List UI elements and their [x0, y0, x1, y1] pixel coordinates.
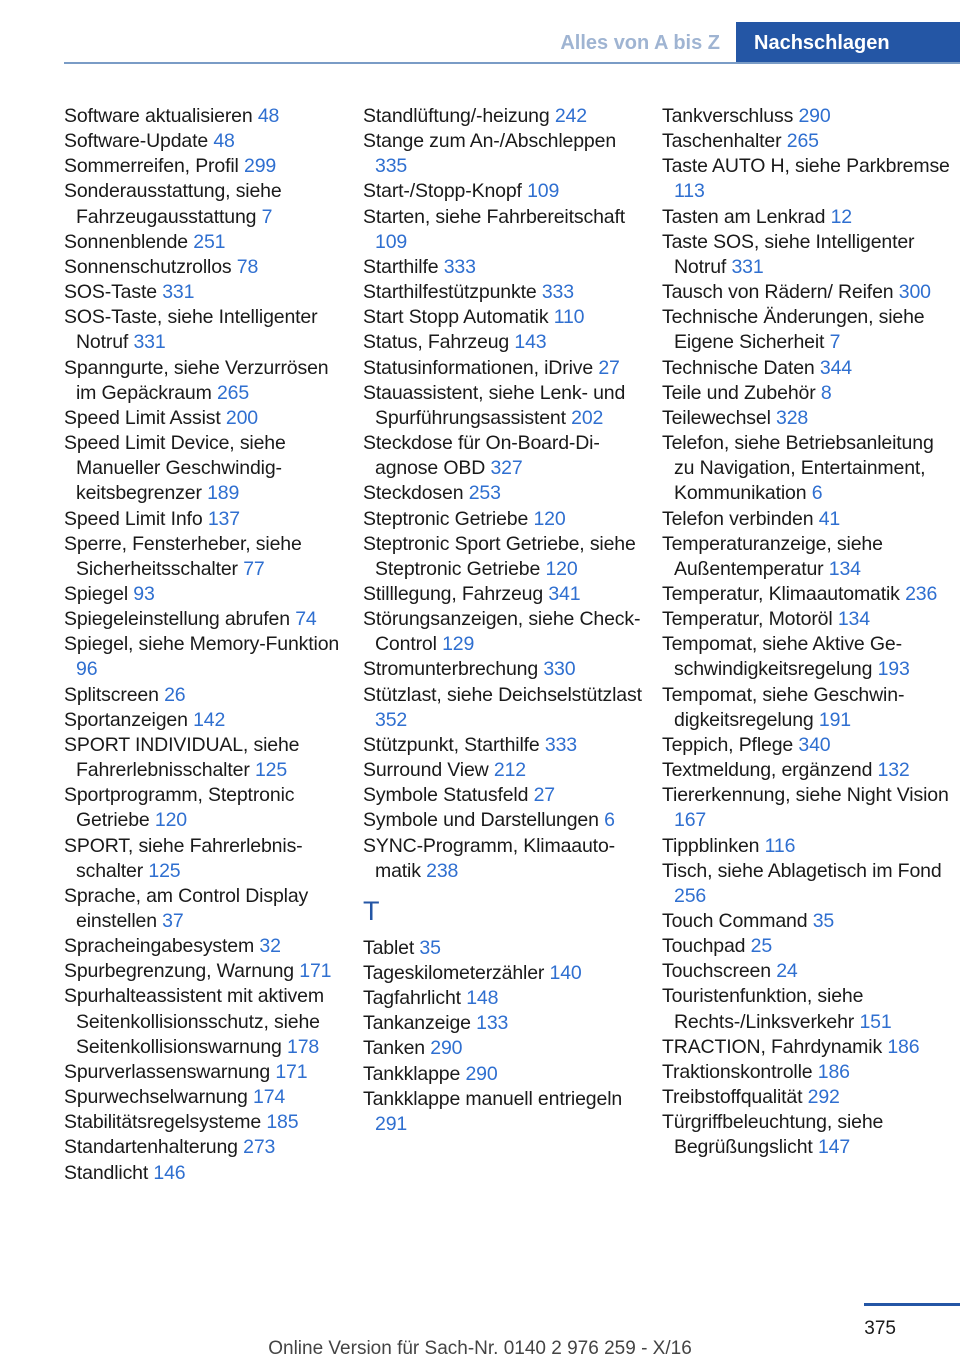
- index-entry: [662, 230, 952, 280]
- index-entry: [64, 129, 354, 154]
- index-entry: [363, 783, 653, 808]
- index-entry-term: Status, Fahrzeug: [363, 331, 510, 354]
- index-entry-term: Tippblinken: [662, 834, 760, 857]
- index-page-link[interactable]: 292: [807, 1086, 840, 1109]
- index-page-link[interactable]: 32: [259, 935, 281, 958]
- header-section-title: Alles von A bis Z: [560, 32, 720, 54]
- index-entry-term: Start Stopp Automatik: [363, 306, 549, 329]
- index-entry-term: Touchscreen: [662, 960, 771, 983]
- index-page-link[interactable]: 291: [375, 1112, 408, 1135]
- index-entry-term: Stilllegung, Fahrzeug: [363, 582, 544, 605]
- index-entry: [363, 657, 653, 682]
- index-entry: [64, 783, 354, 833]
- index-entry: [662, 104, 952, 129]
- index-page-link[interactable]: 109: [375, 230, 408, 253]
- index-entry-term: Tankklappe: [363, 1062, 461, 1085]
- index-entry-term: Temperatur, Klimaautomatik: [662, 582, 900, 605]
- index-column-3: [662, 104, 952, 1161]
- index-page-link[interactable]: 6: [604, 809, 615, 832]
- index-entry-term: Touch Command: [662, 910, 808, 932]
- index-entry: [662, 1060, 952, 1085]
- index-entry-term: Taste SOS, siehe Intelligenter Notruf: [662, 230, 915, 278]
- index-entry-term: Sportanzeigen: [64, 708, 188, 731]
- index-page-link[interactable]: 212: [493, 759, 526, 782]
- index-entry-term: Tankanzeige: [363, 1012, 471, 1035]
- index-entry-term: Stange zum An-/Abschleppen: [363, 130, 617, 153]
- index-entry: [363, 532, 653, 582]
- index-page-link[interactable]: 37: [162, 910, 184, 932]
- index-entry-term: Sonnenschutzrollos: [64, 255, 232, 278]
- index-page-link[interactable]: 290: [465, 1062, 498, 1085]
- index-column-1: [64, 104, 354, 1186]
- index-page-link[interactable]: 200: [225, 406, 258, 429]
- index-page-link[interactable]: 27: [533, 784, 555, 807]
- index-entry-term: Telefon verbinden: [662, 507, 814, 530]
- index-entry: [662, 129, 952, 154]
- index-page-link[interactable]: 132: [877, 759, 910, 782]
- index-page-link[interactable]: 93: [133, 582, 155, 605]
- index-entry-term: Spurverlassenswarnung: [64, 1060, 271, 1083]
- index-entry-term: Tankklappe manuell entriegeln: [363, 1087, 623, 1110]
- index-page-link[interactable]: 147: [817, 1136, 851, 1159]
- online-version-note: Online Version für Sach-Nr. 0140 2 976 259 - X/16: [268, 1338, 692, 1359]
- index-entry-term: Starten, siehe Fahrbereitschaft: [363, 205, 625, 228]
- index-entry-term: Spiegeleinstellung abrufen: [64, 608, 290, 631]
- index-entry-term: Tagfahrlicht: [363, 987, 461, 1010]
- index-entry: [662, 582, 952, 607]
- index-page-link[interactable]: 290: [430, 1037, 463, 1060]
- index-entry-term: Starthilfestützpunkte: [363, 281, 537, 304]
- index-entry: [363, 129, 653, 179]
- index-entry-term: Steckdosen: [363, 482, 464, 505]
- index-page-link[interactable]: 189: [207, 482, 240, 505]
- index-page-link[interactable]: 191: [818, 708, 851, 731]
- index-entry: [363, 733, 653, 758]
- index-entry-term: Spurhalteassistent mit aktivem Seitenkollisionsschutz, siehe Seitenkollisionswarnung: [64, 985, 324, 1058]
- index-page-link[interactable]: 120: [533, 507, 566, 530]
- index-entry-term: Touchpad: [662, 935, 746, 958]
- index-entry: [662, 783, 952, 833]
- index-page-link[interactable]: 193: [877, 658, 910, 681]
- index-entry: [64, 230, 354, 255]
- index-page-link[interactable]: 74: [295, 608, 317, 631]
- index-entry: [662, 758, 952, 783]
- index-entry: [363, 255, 653, 280]
- index-entry: [363, 936, 653, 961]
- header-tab: Nachschlagen: [736, 22, 960, 64]
- index-entry: [64, 1060, 354, 1085]
- index-entry-term: Speed Limit Assist: [64, 406, 221, 429]
- index-entry: [662, 1110, 952, 1160]
- index-page-link[interactable]: 330: [543, 658, 576, 681]
- index-entry: [64, 884, 354, 934]
- index-entry-term: Teile und Zubehör: [662, 381, 816, 404]
- index-entry-term: Steptronic Sport Getriebe, siehe Steptronic Getriebe: [363, 532, 636, 580]
- index-entry-term: Statusinformationen, iDrive: [363, 356, 594, 379]
- index-entry: [64, 708, 354, 733]
- index-entry: [363, 683, 653, 733]
- index-page-link[interactable]: 344: [819, 356, 852, 379]
- index-page-link[interactable]: 146: [153, 1161, 186, 1184]
- index-page-link[interactable]: 352: [375, 708, 408, 731]
- index-page-link[interactable]: 186: [817, 1060, 850, 1083]
- index-entry-term: Surround View: [363, 759, 489, 782]
- page-number: 375: [864, 1318, 896, 1339]
- index-entry-term: Standlüftung/-heizung: [363, 105, 550, 127]
- index-entry: [363, 280, 653, 305]
- index-column-2: [363, 104, 653, 1137]
- index-entry: [662, 959, 952, 984]
- index-entry: [363, 961, 653, 986]
- index-entry: [64, 280, 354, 305]
- index-entry: [64, 1161, 354, 1186]
- index-page-link[interactable]: 48: [257, 105, 280, 127]
- index-entry-term: Tausch von Rädern/ Reifen: [662, 281, 894, 304]
- index-entry: [662, 632, 952, 682]
- index-entry: [64, 959, 354, 984]
- index-page-link[interactable]: 238: [426, 859, 459, 882]
- index-entry: [363, 179, 653, 204]
- index-page-link[interactable]: 143: [514, 331, 547, 354]
- index-entry-term: Tempomat, siehe Aktive Geschwindigkeitsregelung: [662, 633, 903, 681]
- index-entry: [64, 305, 354, 355]
- index-entry-term: Sonderausstattung, siehe Fahrzeugausstattung: [64, 180, 282, 228]
- index-entry-term: Stützlast, siehe Deichselstützlast: [363, 683, 642, 706]
- index-entry: [662, 532, 952, 582]
- index-entry-term: Spracheingabesystem: [64, 935, 255, 958]
- index-entry: [662, 909, 952, 934]
- index-entry: [64, 683, 354, 708]
- index-entry-term: Taste AUTO H, siehe Parkbremse: [662, 155, 950, 178]
- index-entry: [363, 582, 653, 607]
- index-page-link[interactable]: 133: [476, 1012, 509, 1035]
- index-page-link[interactable]: 242: [554, 105, 587, 127]
- index-entry: [64, 255, 354, 280]
- index-page-link[interactable]: 120: [154, 809, 187, 832]
- index-entry: [662, 381, 952, 406]
- index-entry: [363, 330, 653, 355]
- index-page-link[interactable]: 8: [820, 381, 832, 404]
- footer-accent-rule: [864, 1303, 960, 1306]
- index-page-link[interactable]: 35: [812, 910, 835, 932]
- index-entry-term: Stauassistent, siehe Lenk- und Spurführungsassistent: [363, 381, 626, 429]
- index-entry-term: SYNC-Programm, Klimaautomatik: [363, 834, 616, 882]
- index-entry-term: Tiererkennung, siehe Night Vision: [662, 784, 949, 807]
- index-entry: [363, 1011, 653, 1036]
- index-page-link[interactable]: 341: [548, 582, 581, 605]
- index-entry-term: Symbole Statusfeld: [363, 784, 529, 807]
- index-page-link[interactable]: 327: [490, 457, 523, 480]
- index-page-link[interactable]: 335: [375, 155, 408, 178]
- index-entry-term: Taschenhalter: [662, 130, 782, 153]
- index-entry-term: Sonnenblende: [64, 230, 188, 253]
- index-entry-term: Standartenhalterung: [64, 1136, 238, 1159]
- index-page-link[interactable]: 178: [287, 1035, 320, 1058]
- index-page-link[interactable]: 256: [674, 884, 707, 907]
- index-page-link[interactable]: 7: [261, 205, 273, 228]
- index-entry-term: Textmeldung, ergänzend: [662, 759, 873, 782]
- index-entry-term: Tankverschluss: [662, 105, 794, 127]
- index-entry: [363, 104, 653, 129]
- index-entry: [64, 532, 354, 582]
- index-page-link[interactable]: 265: [786, 130, 819, 153]
- index-page-link[interactable]: 96: [76, 658, 98, 681]
- index-entry-term: Starthilfe: [363, 255, 439, 278]
- index-entry: [662, 205, 952, 230]
- index-entry: [363, 1062, 653, 1087]
- index-entry-term: Temperatur, Motoröl: [662, 608, 833, 631]
- index-page-link[interactable]: 340: [798, 733, 831, 756]
- index-entry: [363, 1087, 653, 1137]
- index-page-link[interactable]: 26: [164, 683, 186, 706]
- index-page-link[interactable]: 167: [674, 809, 707, 832]
- index-entry: [64, 934, 354, 959]
- index-page-link[interactable]: 202: [571, 406, 604, 429]
- index-entry-term: Software aktualisieren: [64, 105, 253, 127]
- index-entry-term: Spiegel: [64, 582, 129, 605]
- index-page-link[interactable]: 24: [776, 960, 798, 983]
- index-entry: [64, 1085, 354, 1110]
- index-entry: [662, 280, 952, 305]
- index-page-link[interactable]: 148: [466, 987, 499, 1010]
- index-page-link[interactable]: 328: [776, 406, 809, 429]
- index-entry: [64, 582, 354, 607]
- index-entry: [363, 431, 653, 481]
- index-entry: [64, 607, 354, 632]
- index-entry-term: Speed Limit Info: [64, 507, 203, 530]
- index-entry-term: Spurbegrenzung, Warnung: [64, 960, 294, 983]
- index-page-link[interactable]: 78: [236, 255, 259, 278]
- index-entry-term: Teppich, Pflege: [662, 733, 794, 756]
- index-page-link[interactable]: 333: [443, 255, 476, 278]
- index-entry: [64, 154, 354, 179]
- index-entry-term: Tanken: [363, 1037, 425, 1060]
- index-entry: [662, 1035, 952, 1060]
- index-entry: [64, 431, 354, 506]
- index-entry: [363, 356, 653, 381]
- index-entry-term: Telefon, siehe Betriebsanleitung zu Navigation, Entertainment, Kommunikation: [662, 432, 934, 505]
- index-letter-heading: T: [363, 895, 380, 926]
- index-page-link[interactable]: 25: [750, 935, 773, 958]
- index-entry: [363, 986, 653, 1011]
- index-page-link[interactable]: 6: [811, 482, 823, 505]
- index-entry-term: Tageskilometerzähler: [363, 962, 545, 984]
- index-page-link[interactable]: 110: [553, 306, 585, 329]
- index-page-link[interactable]: 109: [527, 180, 560, 203]
- index-page-link[interactable]: 12: [830, 205, 852, 228]
- index-entry: [662, 934, 952, 959]
- index-page-link[interactable]: 35: [419, 936, 441, 959]
- index-entry-term: Touristenfunktion, siehe Rechts-/Linksverkehr: [662, 985, 864, 1033]
- index-page-link[interactable]: 331: [731, 255, 764, 278]
- index-entry-term: Teilewechsel: [662, 406, 771, 429]
- index-entry: [64, 179, 354, 229]
- index-entry: [662, 984, 952, 1034]
- index-entry-term: Tempomat, siehe Geschwindigkeitsregelung: [662, 683, 905, 731]
- index-entry: [662, 305, 952, 355]
- index-page-link[interactable]: 174: [253, 1086, 286, 1109]
- index-page-link[interactable]: 134: [828, 557, 861, 580]
- index-page-link[interactable]: 333: [541, 281, 574, 304]
- index-page-link[interactable]: 41: [818, 507, 841, 530]
- index-page-link[interactable]: 116: [764, 834, 796, 857]
- index-entry: [662, 406, 952, 431]
- index-entry-term: Spanngurte, siehe Verzurrösen im Gepäckraum: [64, 356, 329, 404]
- index-entry: [662, 607, 952, 632]
- index-entry: [64, 507, 354, 532]
- index-page-link[interactable]: 253: [468, 482, 501, 505]
- index-entry: [662, 154, 952, 204]
- index-entry: [64, 834, 354, 884]
- index-page-link[interactable]: 113: [674, 180, 705, 203]
- index-page-link[interactable]: 27: [598, 356, 620, 379]
- index-entry: [662, 733, 952, 758]
- header-rule: [64, 62, 960, 64]
- index-entry-term: Stützpunkt, Starthilfe: [363, 733, 540, 756]
- index-page-link[interactable]: 7: [829, 331, 841, 354]
- index-entry: [64, 1110, 354, 1135]
- index-entry-term: Symbole und Darstellungen: [363, 809, 599, 832]
- index-page-link[interactable]: 290: [798, 105, 831, 127]
- index-page-link[interactable]: 125: [254, 759, 288, 782]
- index-entry-term: Sommerreifen, Profil: [64, 155, 239, 178]
- index-page-link[interactable]: 129: [442, 633, 475, 656]
- index-entry: [662, 356, 952, 381]
- index-page-link[interactable]: 125: [148, 859, 181, 882]
- index-entry-term: Spiegel, siehe Memory-Funktion: [64, 633, 340, 656]
- index-entry-term: TRACTION, Fahrdynamik: [662, 1035, 883, 1058]
- index-entry-term: Technische Änderungen, siehe Eigene Sicherheit: [662, 306, 925, 354]
- index-entry-term: Störungsanzeigen, siehe Check-Control: [363, 608, 641, 656]
- index-page-link[interactable]: 171: [299, 960, 332, 983]
- index-entry-term: Standlicht: [64, 1161, 149, 1184]
- index-entry-term: Tablet: [363, 936, 415, 959]
- index-page-link[interactable]: 151: [859, 1010, 892, 1033]
- index-entry-term: SOS-Taste, siehe Intelligenter Notruf: [64, 306, 318, 354]
- index-entry-term: SPORT, siehe Fahrerlebnisschalter: [64, 834, 303, 882]
- index-entry: [662, 834, 952, 859]
- index-entry: [662, 1085, 952, 1110]
- index-entry-term: SOS-Taste: [64, 281, 157, 304]
- index-entry: [363, 205, 653, 255]
- index-entry-term: Temperaturanzeige, siehe Außentemperatur: [662, 532, 883, 580]
- index-entry: [64, 733, 354, 783]
- index-page-link[interactable]: 142: [193, 708, 226, 731]
- index-page-link[interactable]: 140: [549, 962, 582, 984]
- index-entry-term: Tisch, siehe Ablagetisch im Fond: [662, 859, 942, 882]
- index-entry: [363, 834, 653, 884]
- index-entry: [363, 381, 653, 431]
- index-entry: [64, 632, 354, 682]
- index-entry-term: Stromunterbrechung: [363, 658, 539, 681]
- index-entry: [64, 406, 354, 431]
- index-entry-term: Tasten am Lenkrad: [662, 205, 826, 228]
- index-page-link[interactable]: 186: [887, 1035, 920, 1058]
- index-entry-term: Technische Daten: [662, 356, 815, 379]
- index-entry: [662, 859, 952, 909]
- index-entry-term: SPORT INDIVIDUAL, siehe Fahrerlebnisschalter: [64, 733, 300, 782]
- index-page-link[interactable]: 273: [243, 1136, 276, 1159]
- index-page-link[interactable]: 134: [837, 608, 870, 631]
- index-page-link[interactable]: 185: [266, 1111, 299, 1134]
- index-entry-term: Steckdose für On-Board-Diagnose OBD: [363, 432, 600, 480]
- index-entry: [64, 984, 354, 1059]
- index-entry: [64, 1135, 354, 1160]
- index-entry: [363, 1036, 653, 1061]
- index-entry: [363, 758, 653, 783]
- index-entry-term: Steptronic Getriebe: [363, 507, 529, 530]
- index-entry-term: Sperre, Fensterheber, siehe Sicherheitsschalter: [64, 532, 302, 580]
- index-page-link[interactable]: 331: [162, 281, 195, 304]
- index-entry: [64, 356, 354, 406]
- index-entry-term: Start-/Stopp-Knopf: [363, 180, 522, 203]
- index-page-link[interactable]: 265: [216, 381, 250, 404]
- index-entry-term: Software-Update: [64, 130, 209, 153]
- index-page-link[interactable]: 48: [213, 130, 235, 153]
- index-entry: [662, 683, 952, 733]
- index-entry-term: Spurwechselwarnung: [64, 1086, 248, 1109]
- index-entry: [363, 305, 653, 330]
- index-page-link[interactable]: 333: [544, 733, 578, 756]
- index-page-link[interactable]: 137: [207, 507, 240, 530]
- index-entry: [662, 431, 952, 506]
- index-page-link[interactable]: 120: [545, 557, 578, 580]
- index-entry-term: Stabilitätsregelsysteme: [64, 1111, 262, 1134]
- index-page-link[interactable]: 300: [898, 281, 931, 304]
- index-entry-term: Treibstoffqualität: [662, 1086, 803, 1109]
- index-entry: [662, 507, 952, 532]
- index-entry-term: Splitscreen: [64, 683, 159, 706]
- index-entry-term: Traktionskontrolle: [662, 1060, 813, 1083]
- index-entry-term: Speed Limit Device, siehe Manueller Geschwindigkeitsbegrenzer: [64, 432, 286, 505]
- index-page-link[interactable]: 236: [905, 582, 938, 605]
- index-entry-term: Sportprogramm, Steptronic Getriebe: [64, 784, 295, 832]
- index-page-link[interactable]: 299: [244, 155, 277, 178]
- index-page-link[interactable]: 77: [243, 557, 265, 580]
- index-page-link[interactable]: 171: [275, 1060, 308, 1083]
- index-page-link[interactable]: 251: [193, 230, 226, 253]
- index-entry-term: Sprache, am Control Display einstellen: [64, 884, 309, 932]
- index-entry: [363, 507, 653, 532]
- index-entry-term: Türgriffbeleuchtung, siehe Begrüßungslicht: [662, 1111, 884, 1159]
- index-entry: [363, 607, 653, 657]
- index-entry: [363, 808, 653, 833]
- index-entry: [64, 104, 354, 129]
- index-entry: [363, 481, 653, 506]
- index-page-link[interactable]: 331: [133, 331, 166, 354]
